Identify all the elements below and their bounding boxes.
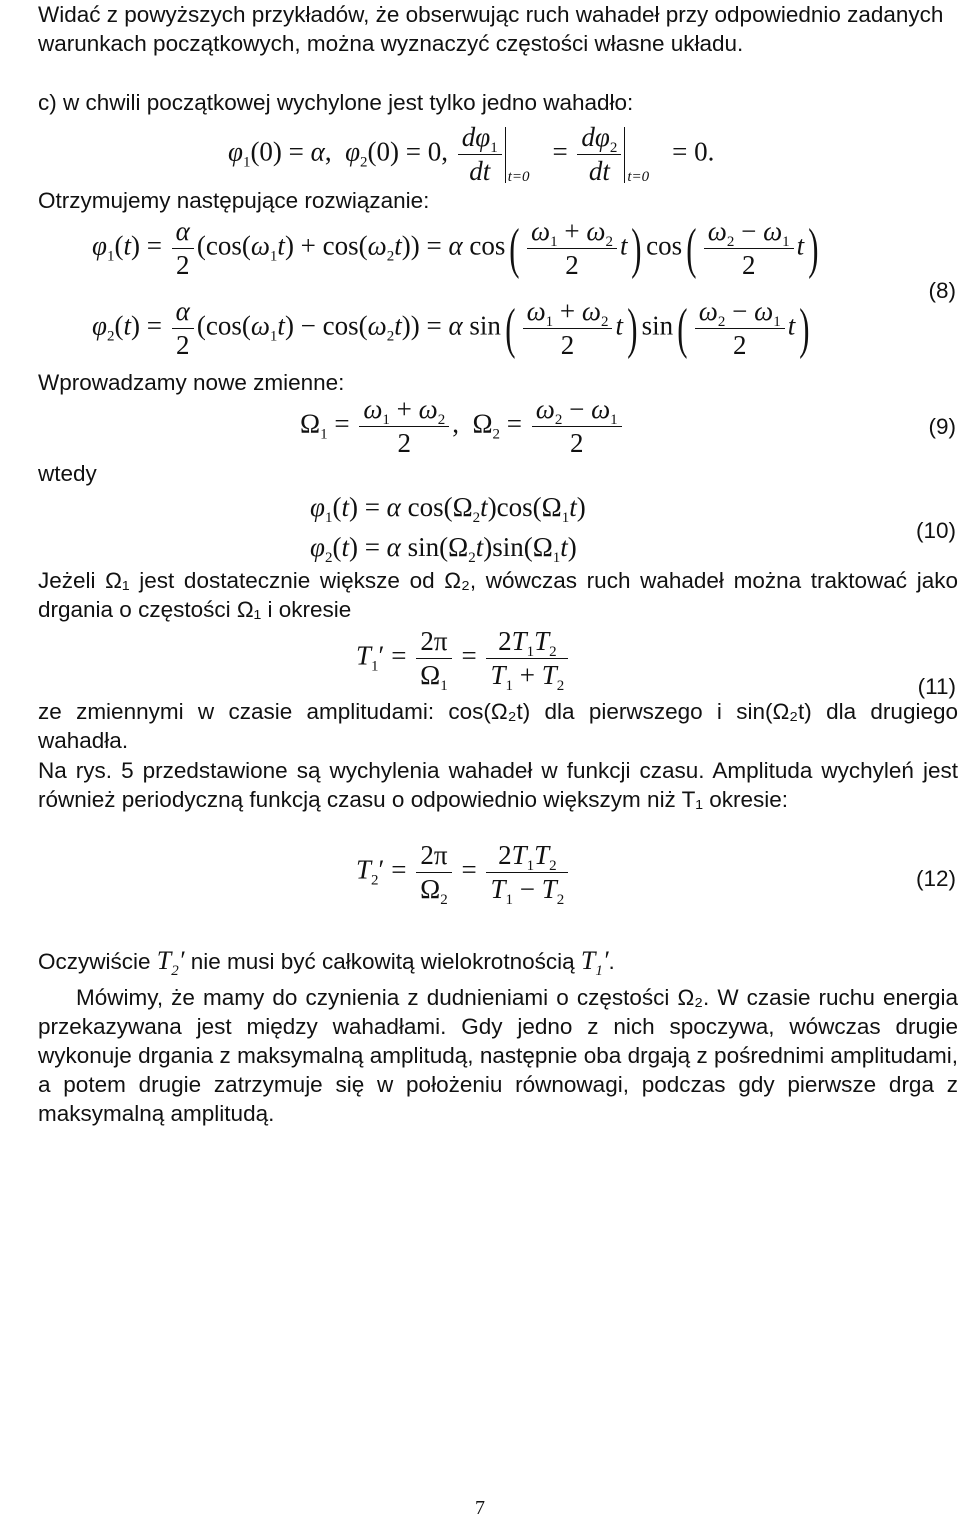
solution-label: Otrzymujemy następujące rozwiązanie: <box>38 188 430 213</box>
phi2-solution-equation: $\varphi_2(t)$ = $\frac{\alpha}{2}$ $(\cos(\omega_1t) - \cos(\omega_2t)) = \alpha$ sin( $\frac{\omega_1 + \omega_2}{2}$ t) sin( $\frac{\omega_2 - \omega_1}{2}$ t) <box>92 296 810 360</box>
omega-definitions-equation: $\Omega_1$ = $\frac{\omega_1 + \omega_2}{2}$ , $\Omega_2$ = $\frac{\omega_2 - \omega_1}{2}$ <box>300 396 625 457</box>
phi2-beat-equation: $\varphi_2(t) = \alpha$ $\sin(\Omega_2t)\sin(\Omega_1t)$ <box>310 532 577 566</box>
t1-prime-symbol: $T_1'$ <box>580 946 609 979</box>
phi1-solution-equation: $\varphi_1(t)$ = $\frac{\alpha}{2}$ $(\cos(\omega_1t) + \cos(\omega_2t)) = \alpha$ cos( $\frac{\omega_1 + \omega_2}{2}$ t) cos( $\frac{\omega_2 - \omega_1}{2}$ t) <box>92 216 819 280</box>
obviously-sentence: Oczywiście $T_2'$ nie musi być całkowitą wielokrotnością $T_1'$. <box>38 946 615 979</box>
intro-paragraph: Widać z powyższych przykładów, że obserwując ruch wahadeł przy odpowiednio zadanych warunkach początkowych, można wyznaczyć częstości własne układu. <box>38 2 944 56</box>
amplitude-paragraph: ze zmiennymi w czasie amplitudami: cos(Ω₂t) dla pierwszego i sin(Ω₂t) dla drugiego wahadła. <box>38 699 958 753</box>
t2-prime-symbol: $T_2'$ <box>156 946 185 979</box>
equation-number-11: (11) <box>917 674 956 699</box>
case-c-text: c) w chwili początkowej wychylone jest tylko jedno wahadło: <box>38 90 634 115</box>
equation-number-10: (10) <box>915 518 956 543</box>
equation-number-8: (8) <box>928 278 956 303</box>
beats-paragraph: Mówimy, że mamy do czynienia z dudnieniami o częstości Ω₂. W czasie ruchu energia przekazywana jest między wahadłami. Gdy jedno z nich spoczywa, wówczas drugie wykonuje drgania z maksymalną amplitudą, następnie oba drgają z pośrednimi amplitudami, a potem drugie zatrzymuje się w położeniu równowagi, podczas gdy pierwsze drga z maksymalną amplitudą. <box>38 985 958 1126</box>
page-number: 7 <box>475 1497 485 1519</box>
phi1-beat-equation: $\varphi_1(t) = \alpha$ $\cos(\Omega_2t)\cos(\Omega_1t)$ <box>310 492 586 526</box>
equation-number-12: (12) <box>915 866 956 891</box>
obviously-mid-text: nie musi być całkowitą wielokrotnością <box>190 949 575 974</box>
new-variables-label: Wprowadzamy nowe zmienne: <box>38 370 345 395</box>
period-t2-equation: $T_2'$ = $\frac{2\pi}{\Omega_2}$ = $\frac{2T_1T_2}{T_1 - T_2}$ <box>356 842 571 903</box>
obviously-pre-text: Oczywiście <box>38 949 151 974</box>
figure-paragraph: Na rys. 5 przedstawione są wychylenia wahadeł w funkcji czasu. Amplituda wychyleń jest również periodyczną funkcją czasu o odpowiednio większym niż T₁ okresie: <box>38 758 958 812</box>
period-t1-equation: $T_1'$ = $\frac{2\pi}{\Omega_1}$ = $\frac{2T_1T_2}{T_1 + T_2}$ <box>356 628 571 689</box>
initial-conditions-equation: $\varphi_1(0) = \alpha$, $\varphi_2(0) = 0$, $\frac{d\varphi_1}{dt}$ t=0 = $\frac{d\varphi_2}{dt}$ t=0 = 0. <box>228 122 715 186</box>
then-label: wtedy <box>38 461 97 486</box>
equation-number-9: (9) <box>928 414 956 439</box>
omega-condition-paragraph: Jeżeli Ω₁ jest dostatecznie większe od Ω₂, wówczas ruch wahadeł można traktować jako drgania o częstości Ω₁ i okresie <box>38 568 958 622</box>
